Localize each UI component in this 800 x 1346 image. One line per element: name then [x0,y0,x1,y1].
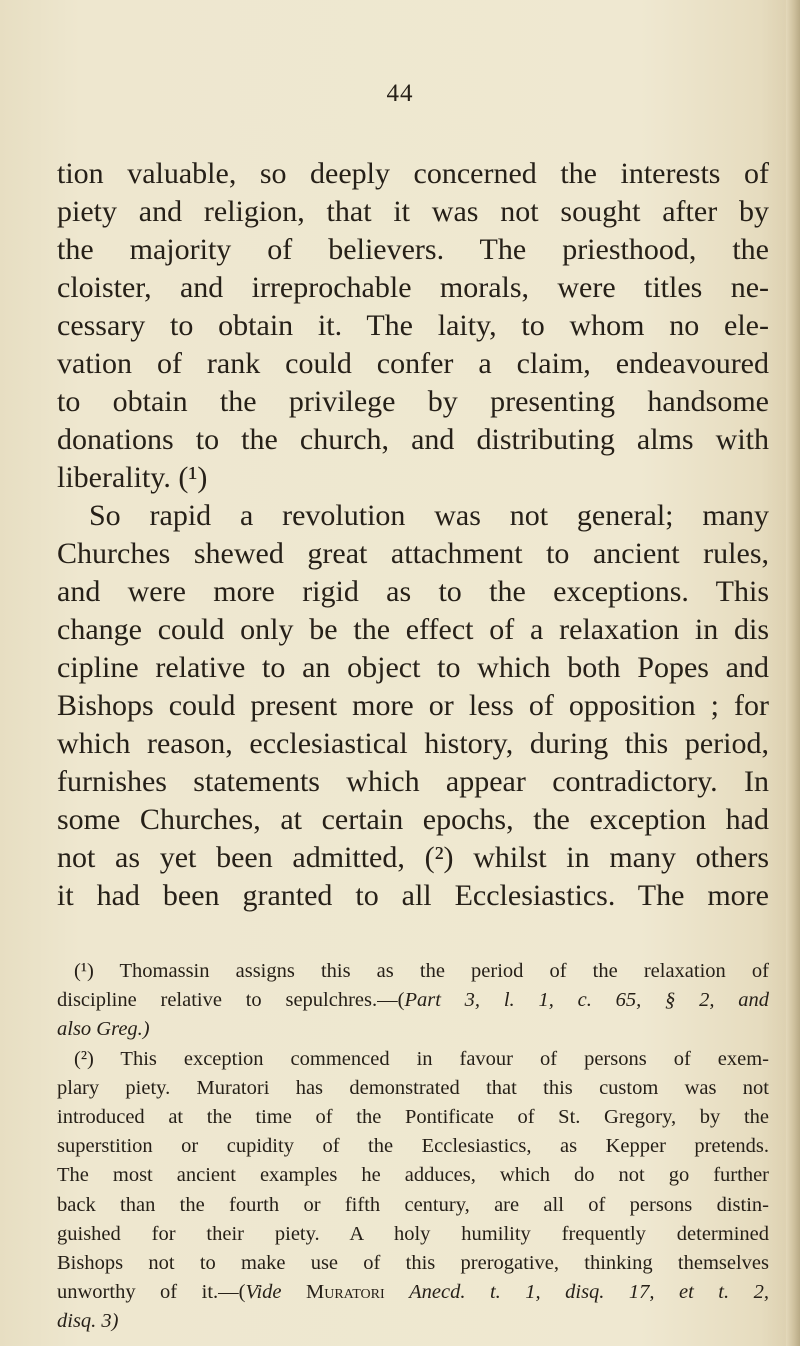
footnote-1-line [57,986,769,1015]
footnote-2-author: Muratori [306,1281,385,1304]
body-line: cloister, and irreprochable morals, were titles ne- [57,271,769,304]
footnote-2-line: superstition or cupidity of the Ecclesiastics, as Kepper pretends. [57,1135,769,1158]
footnote-2-line: guished for their piety. A holy humility frequently determined [57,1222,769,1245]
body-line: and were more rigid as to the exceptions. This [57,575,769,608]
body-line: So rapid a revolution was not general; many [89,499,769,532]
footnote-2-vide: Vide [245,1281,282,1304]
body-line: cipline relative to an object to which both Popes and [57,651,769,684]
footnotes [57,957,769,1336]
body-line: Churches shewed great attachment to ancient rules, [57,537,769,570]
page-number: 44 [386,80,414,107]
footnote-2-line: (²) This exception commenced in favour of persons of exem- [74,1047,769,1070]
footnote-2-citation: Anecd. t. 1, disq. 17, et t. 2, [409,1281,769,1304]
body-line: change could only be the effect of a relaxation in dis [57,613,769,646]
footnote-1-line: also Greg.) [57,1018,150,1041]
footnote-2-line: Bishops not to make use of this prerogative, thinking themselves [57,1251,769,1274]
body-line: to obtain the privilege by presenting handsome [57,385,769,418]
page-edge [786,0,800,1346]
footnote-2-line: back than the fourth or fifth century, are all of persons distin- [57,1193,769,1216]
body-line: furnishes statements which appear contradictory. In [57,765,769,798]
body-line: some Churches, at certain epochs, the exception had [57,803,769,836]
body-line: liberality. (¹) [57,461,208,494]
footnote-2-line [57,1278,769,1307]
footnote-2-line: The most ancient examples he adduces, which do not go further [57,1164,769,1187]
footnote-2-line: introduced at the time of the Pontificate of St. Gregory, by the [57,1105,769,1128]
body-line: piety and religion, that it was not sought after by [57,195,769,228]
body-line: the majority of believers. The priesthood, the [57,233,769,266]
footnote-2-line: plary piety. Muratori has demonstrated that this custom was not [57,1076,769,1099]
body-line: it had been granted to all Ecclesiastics. The more [57,879,769,912]
body-text [57,155,769,915]
body-line: Bishops could present more or less of opposition ; for [57,689,769,722]
footnote-2-text: unworthy of it.—( [57,1281,246,1304]
footnote-2-line: disq. 3) [57,1310,119,1333]
footnote-1-citation: Part 3, l. 1, c. 65, § 2, and [404,989,769,1012]
footnote-1-text: discipline relative to sepulchres.—( [57,989,405,1012]
footnote-1-line: (¹) Thomassin assigns this as the period of the relaxation of [74,960,769,982]
body-line: vation of rank could confer a claim, endeavoured [57,347,769,380]
body-line: which reason, ecclesiastical history, during this period, [57,727,769,760]
body-line: tion valuable, so deeply concerned the interests of [57,157,769,190]
body-line: donations to the church, and distributing alms with [57,423,769,456]
body-line: not as yet been admitted, (²) whilst in many others [57,841,769,874]
body-line: cessary to obtain it. The laity, to whom no ele- [57,309,769,342]
